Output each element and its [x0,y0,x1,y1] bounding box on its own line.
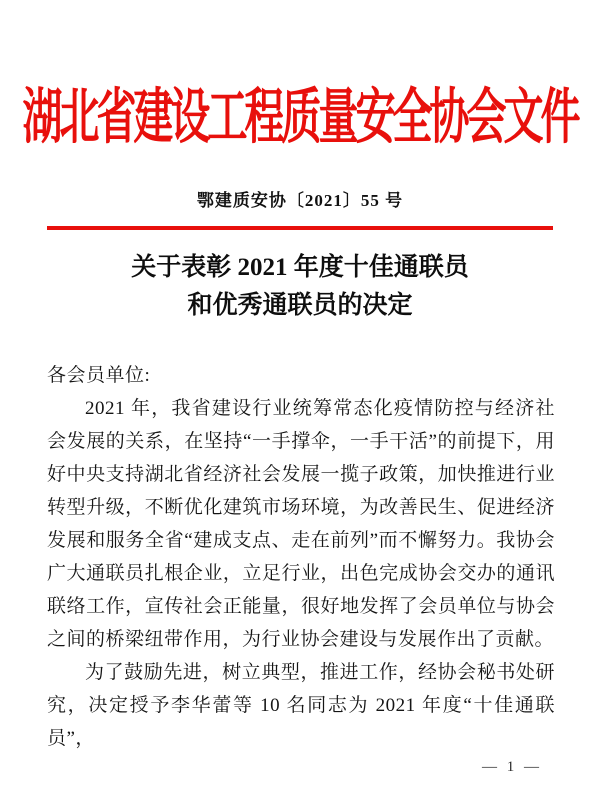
body-paragraph: 为了鼓励先进，树立典型，推进工作，经协会秘书处研究，决定授予李华蕾等 10 名同志为 2021 年度“十佳通联员”， [47,662,555,749]
red-header-banner [0,83,600,151]
document-title [0,249,600,325]
body-paragraph: 2021 年，我省建设行业统筹常态化疫情防控与经济社会发展的关系，在坚持“一手撑伞，一手干活”的前提下，用好中央支持湖北省经济社会发展一揽子政策，加快推进行业转型升级，不断优化建筑市场环境，为改善民生、促进经济发展和服务全省“建成支点、走在前列”而不懈努力。我协会广大通联员扎根企业，立足行业，出色完成协会交办的通讯联络工作，宣传社会正能量，很好地发挥了会员单位与协会之间的桥梁纽带作用，为行业协会建设与发展作出了贡献。 [47,398,555,650]
document-body [47,359,555,755]
document-title-line2: 和优秀通联员的决定 [187,292,413,319]
salutation: 各会员单位: [47,365,151,386]
page-number: — 1 — [482,759,542,775]
document-title-line1: 关于表彰 2021 年度十佳通联员 [131,254,469,281]
document-reference-number: 鄂建质安协〔2021〕55 号 [196,191,404,210]
red-divider-line [47,226,553,230]
organization-title: 湖北省建设工程质量安全协会文件 [22,83,578,151]
